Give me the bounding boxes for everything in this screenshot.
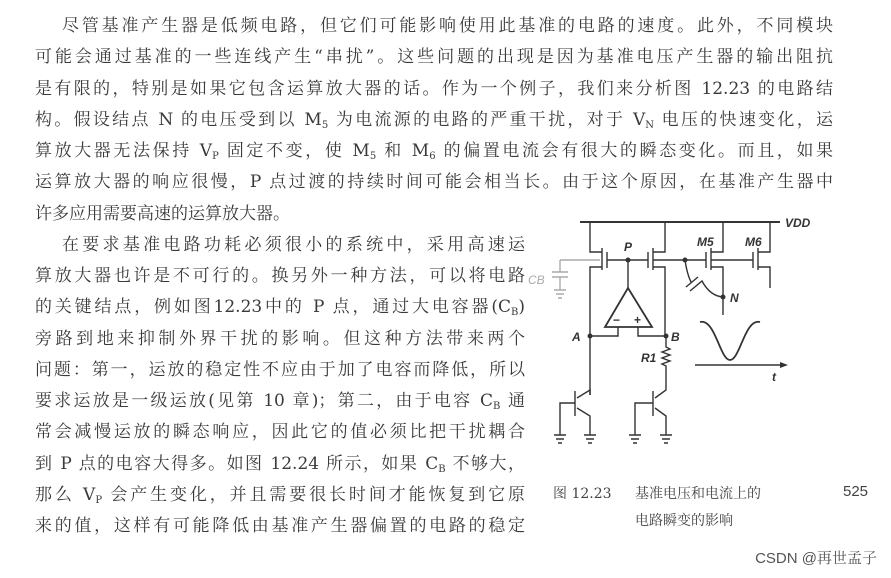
bjt-right xyxy=(635,391,653,435)
text-line: 运算放大器的响应很慢，P 点过渡的持续时间可能会相当长。由于这个原因，在基准产生器中 xyxy=(35,172,833,193)
text-line: 那么 $V_P$ 会产生变化，并且需要很长时间才能恢复到它原 xyxy=(35,484,525,506)
transistor-m6 xyxy=(753,222,770,288)
label-p: P xyxy=(624,240,633,254)
text-line: 算放大器无法保持 $V_P$ 固定不变，使 $M_5$ 和 $M_6$ 的偏置电流会有很大的瞬态变化。而且，如果 xyxy=(35,141,833,162)
text-line: 旁路到地来抑制外界干扰的影响。但这种方法带来两个 xyxy=(35,328,525,349)
label-vdd: VDD xyxy=(785,216,811,230)
transistor-m2 xyxy=(648,222,665,336)
watermark: CSDN @再世孟子 xyxy=(755,550,877,567)
label-cb: CB xyxy=(528,273,545,287)
transient-waveform xyxy=(700,322,760,360)
label-m6: M6 xyxy=(745,235,762,249)
label-t: t xyxy=(772,370,776,384)
bjt-left xyxy=(560,390,590,435)
label-m5: M5 xyxy=(697,235,714,249)
ground-symbols xyxy=(554,435,672,443)
text-line: 可能会通过基准的一些连线产生“串扰”。这些问题的出现是因为基准电压产生器的输出阻抗 xyxy=(35,47,833,68)
text-line: 算放大器也许是不可行的。换另外一种方法，可以将电路 xyxy=(35,266,525,286)
transistor-m1 xyxy=(590,222,607,395)
bypass-capacitor-cb xyxy=(552,260,600,298)
label-minus: − xyxy=(613,313,621,327)
page-number: 525 xyxy=(843,483,869,500)
figure-number: 图 12.23 xyxy=(553,486,612,502)
figure-caption-line1: 基准电压和电流上的 xyxy=(635,486,761,502)
text-line: 到 P 点的电容大得多。如图 12.24 所示，如果 $C_B$ 不够大， xyxy=(35,453,525,475)
text-line: 是有限的，特别是如果它包含运算放大器的话。作为一个例子，我们来分析图 12.23 的电路结 xyxy=(35,78,833,99)
circuit-figure-12-23 xyxy=(520,210,820,460)
label-a: A xyxy=(572,330,581,344)
resistor-r1 xyxy=(655,336,670,435)
label-b: B xyxy=(671,330,680,344)
text-line: 常会减慢运放的瞬态响应，因此它的值必须比把干扰耦合 xyxy=(35,422,525,443)
coupling-capacitor xyxy=(685,260,723,297)
figure-caption-line2: 电路瞬变的影响 xyxy=(635,513,733,529)
text-line: 许多应用需要高速的运算放大器。 xyxy=(35,203,290,224)
op-amp-wiring xyxy=(590,260,666,336)
text-line: 尽管基准产生器是低频电路，但它们可能影响使用此基准的电路的速度。此外，不同模块 xyxy=(62,16,833,36)
text-line: 构。假设结点 N 的电压受到以 $M_5$ 为电流源的电路的严重干扰，对于 $V_N$ 电压的快速变化，运 xyxy=(35,109,833,131)
label-plus: + xyxy=(634,313,642,327)
text-line: 在要求基准电路功耗必须很小的系统中，采用高速运 xyxy=(62,234,525,255)
label-r1: R1 xyxy=(641,351,657,365)
time-axis-arrow-icon xyxy=(780,362,788,368)
label-n: N xyxy=(730,291,739,305)
text-line: 来的值，这样有可能降低由基准产生器偏置的电路的稳定 xyxy=(35,516,525,536)
text-line: 要求运放是一级运放(见第 10 章)；第二，由于电容 $C_B$ 通 xyxy=(35,391,525,412)
text-line: 问题：第一，运放的稳定性不应由于加了电容而降低，所以 xyxy=(35,359,525,380)
text-line: 的关键结点，例如图12.23中的 P 点，通过大电容器$(C_B)$ xyxy=(35,297,525,319)
